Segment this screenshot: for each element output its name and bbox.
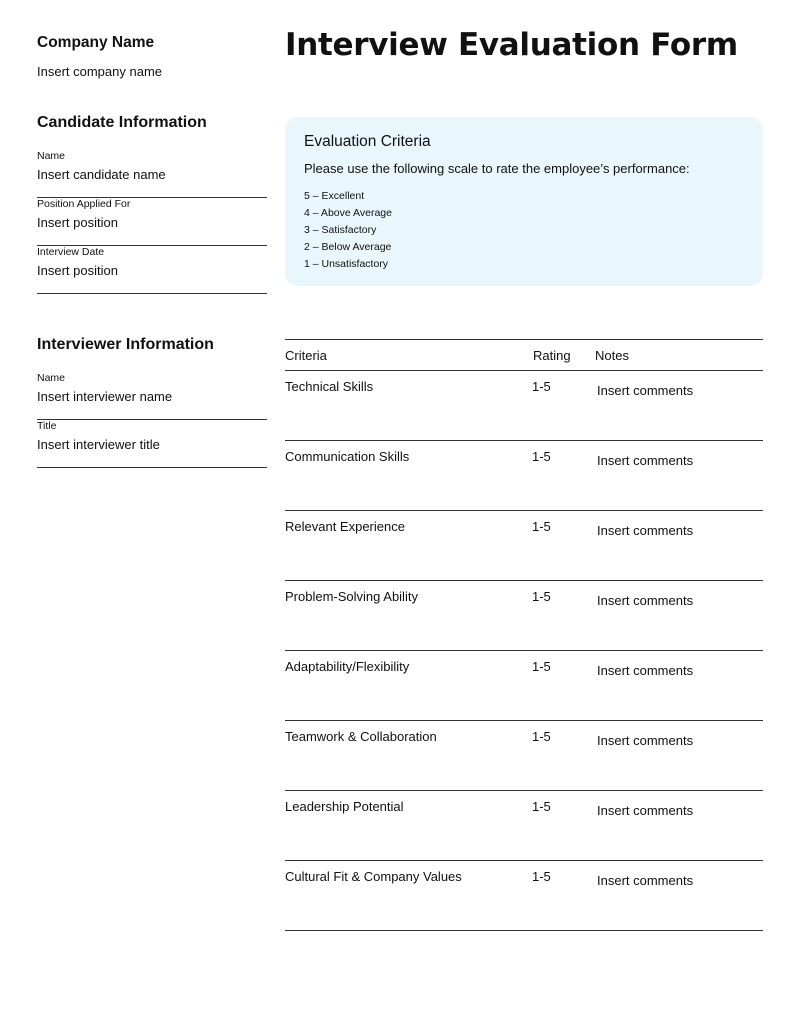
criteria-cell: Communication Skills <box>285 449 410 464</box>
notes-cell[interactable]: Insert comments <box>597 663 694 678</box>
evaluation-table <box>285 339 763 931</box>
notes-cell[interactable]: Insert comments <box>597 733 694 748</box>
table-row <box>285 791 763 861</box>
criteria-cell: Adaptability/Flexibility <box>285 659 410 674</box>
field-value[interactable]: Insert candidate name <box>37 167 166 182</box>
criteria-cell: Cultural Fit & Company Values <box>285 869 462 884</box>
notes-cell[interactable]: Insert comments <box>597 873 694 888</box>
field-label: Name <box>37 372 66 384</box>
interviewer-name-field[interactable] <box>37 372 267 420</box>
rating-cell[interactable]: 1-5 <box>532 449 551 464</box>
table-row <box>285 581 763 651</box>
rating-cell[interactable]: 1-5 <box>532 869 551 884</box>
rating-cell[interactable]: 1-5 <box>532 589 551 604</box>
company-name-heading: Company Name <box>37 34 155 51</box>
field-value[interactable]: Insert position <box>37 215 118 230</box>
field-label: Position Applied For <box>37 198 131 210</box>
scale-item: 3 – Satisfactory <box>304 224 377 236</box>
scale-item: 2 – Below Average <box>304 241 392 253</box>
field-label: Name <box>37 150 66 162</box>
table-row <box>285 441 763 511</box>
criteria-cell: Teamwork & Collaboration <box>285 729 437 744</box>
company-name-field[interactable]: Insert company name <box>37 64 163 79</box>
field-label: Interview Date <box>37 246 105 258</box>
table-header <box>285 340 763 371</box>
rating-cell[interactable]: 1-5 <box>532 799 551 814</box>
rating-cell[interactable]: 1-5 <box>532 659 551 674</box>
rating-column-header: Rating <box>533 348 571 363</box>
criteria-cell: Problem-Solving Ability <box>285 589 418 604</box>
notes-cell[interactable]: Insert comments <box>597 803 694 818</box>
table-row <box>285 721 763 791</box>
position-applied-field[interactable] <box>37 198 267 246</box>
rating-cell[interactable]: 1-5 <box>532 519 551 534</box>
candidate-name-field[interactable] <box>37 150 267 198</box>
criteria-cell: Relevant Experience <box>285 519 405 534</box>
notes-cell[interactable]: Insert comments <box>597 453 694 468</box>
table-row <box>285 651 763 721</box>
interviewer-title-field[interactable] <box>37 420 267 468</box>
interview-date-field[interactable] <box>37 246 267 294</box>
rating-scale-list <box>304 189 392 274</box>
field-value[interactable]: Insert interviewer name <box>37 389 173 404</box>
page-title: Interview Evaluation Form <box>285 27 738 63</box>
field-label: Title <box>37 420 57 432</box>
criteria-cell: Leadership Potential <box>285 799 404 814</box>
notes-column-header: Notes <box>595 348 629 363</box>
criteria-box-intro: Please use the following scale to rate the employee’s performance: <box>304 161 690 176</box>
field-value[interactable]: Insert position <box>37 263 118 278</box>
notes-cell[interactable]: Insert comments <box>597 383 694 398</box>
evaluation-criteria-box <box>285 117 763 286</box>
notes-cell[interactable]: Insert comments <box>597 523 694 538</box>
table-row <box>285 511 763 581</box>
table-row <box>285 861 763 931</box>
rating-cell[interactable]: 1-5 <box>532 379 551 394</box>
scale-item: 1 – Unsatisfactory <box>304 258 389 270</box>
candidate-info-heading: Candidate Information <box>37 114 207 131</box>
table-row <box>285 371 763 441</box>
field-value[interactable]: Insert interviewer title <box>37 437 160 452</box>
criteria-box-title: Evaluation Criteria <box>304 133 431 150</box>
notes-cell[interactable]: Insert comments <box>597 593 694 608</box>
rating-cell[interactable]: 1-5 <box>532 729 551 744</box>
scale-item: 5 – Excellent <box>304 190 365 202</box>
scale-item: 4 – Above Average <box>304 207 392 219</box>
criteria-column-header: Criteria <box>285 348 327 363</box>
interviewer-info-heading: Interviewer Information <box>37 336 214 353</box>
criteria-cell: Technical Skills <box>285 379 374 394</box>
